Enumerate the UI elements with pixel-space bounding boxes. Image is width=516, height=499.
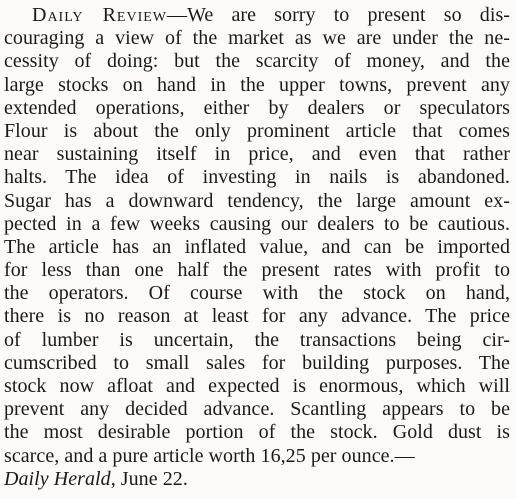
article-line-1-text: —We are sorry to present so dis- [167,4,510,26]
article-line-13: the operators. Of course with the stock on hand, [4,282,510,305]
article-line-3: cessity of doing: but the scarcity of money, and the [4,50,510,73]
source-name: Daily Herald [4,467,111,490]
article-line-5: extended operations, either by dealers or speculators [4,96,510,119]
article-line-12: for less than one half the present rates with profit to [4,259,510,282]
article-line-9: Sugar has a downward tendency, the large amount ex- [4,189,510,212]
article-heading: Daily Review [32,4,168,26]
article-line-11: The article has an inflated value, and can be imported [4,235,510,258]
article-line-18: prevent any decided advance. Scantling appears to be [4,398,510,421]
article-line-10: pected in a few weeks causing our dealers to be cautious. [4,212,510,235]
article-line-4: large stocks on hand in the upper towns, prevent any [4,73,510,96]
article-signoff [4,468,510,491]
article-line-17: stock now afloat and expected is enormous, which will [4,375,510,397]
article-line-15: of lumber is uncertain, the transactions being cir- [4,328,510,351]
article-line-16: cumscribed to small sales for building purposes. The [4,351,510,374]
article-line-7: near sustaining itself in price, and even that rather [4,143,510,166]
article-line-20: scarce, and a pure article worth 16,25 per ounce.— [4,444,415,467]
article-line-8: halts. The idea of investing in nails is abandoned. [4,166,510,189]
article-date: , June 22. [110,467,188,490]
article-line-1 [4,4,510,27]
article-line-19: the most desirable portion of the stock. Gold dust is [4,421,510,444]
article-line-6: Flour is about the only prominent article that comes [4,119,510,142]
article-line-2: couraging a view of the market as we are under the ne- [4,27,510,50]
article-line-14: there is no reason at least for any advance. The price [4,305,510,328]
